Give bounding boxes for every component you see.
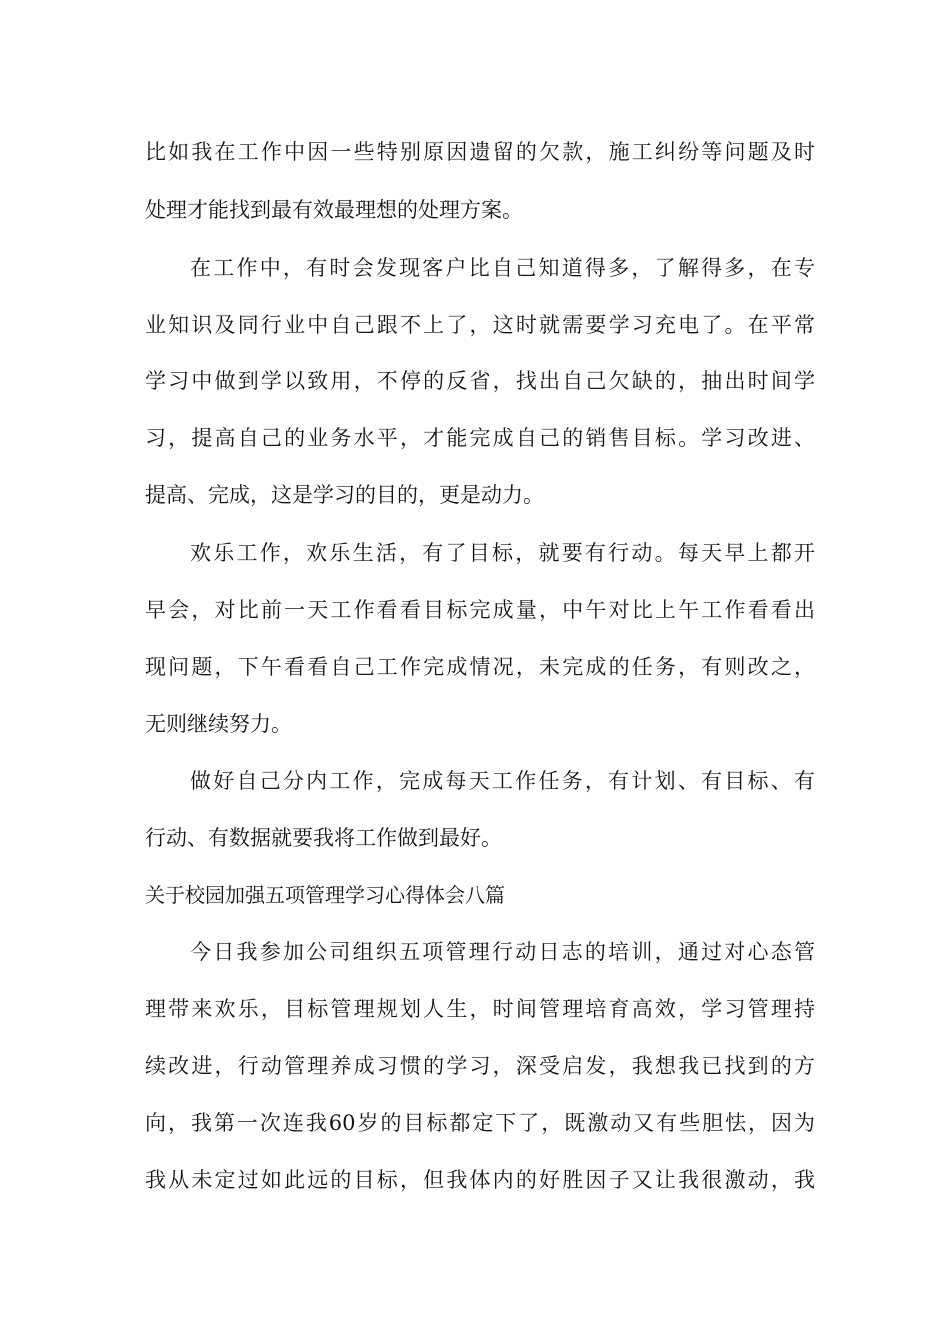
paragraph-line: 处理才能找到最有效最理想的处理方案。 [145,198,523,222]
paragraph-line: 在工作中，有时会发现客户比自己知道得多，了解得多，在专 [190,256,815,280]
paragraph-line: 提高、完成，这是学习的目的，更是动力。 [145,483,544,507]
paragraph-line: 现问题，下午看看自己工作完成情况，未完成的任务，有则改之， [145,655,815,679]
paragraph-line: 欢乐工作，欢乐生活，有了目标，就要有行动。每天早上都开 [190,541,815,565]
paragraph-line: 业知识及同行业中自己跟不上了，这时就需要学习充电了。在平常 [145,313,815,337]
paragraph-line: 行动、有数据就要我将工作做到最好。 [145,826,502,850]
paragraph-line: 今日我参加公司组织五项管理行动日志的培训，通过对心态管 [190,940,815,964]
paragraph-line: 早会，对比前一天工作看看目标完成量，中午对比上午工作看看出 [145,598,815,622]
paragraph-line: 理带来欢乐，目标管理规划人生，时间管理培育高效，学习管理持 [145,997,815,1021]
paragraph-line: 我从未定过如此远的目标，但我体内的好胜因子又让我很激动，我 [145,1168,815,1192]
paragraph-line: 习，提高自己的业务水平，才能完成自己的销售目标。学习改进、 [145,426,815,450]
paragraph-line: 续改进，行动管理养成习惯的学习，深受启发，我想我已找到的方 [145,1054,815,1078]
paragraph-line: 无则继续努力。 [145,712,292,736]
paragraph-line: 做好自己分内工作，完成每天工作任务，有计划、有目标、有 [190,769,815,793]
paragraph-line: 比如我在工作中因一些特别原因遗留的欠款，施工纠纷等问题及时 [145,140,815,164]
paragraph-line: 学习中做到学以致用，不停的反省，找出自己欠缺的，抽出时间学 [145,369,815,393]
paragraph-line: 向，我第一次连我60岁的目标都定下了，既激动又有些胆怯，因为 [145,1111,815,1135]
section-heading: 关于校园加强五项管理学习心得体会八篇 [145,883,505,907]
